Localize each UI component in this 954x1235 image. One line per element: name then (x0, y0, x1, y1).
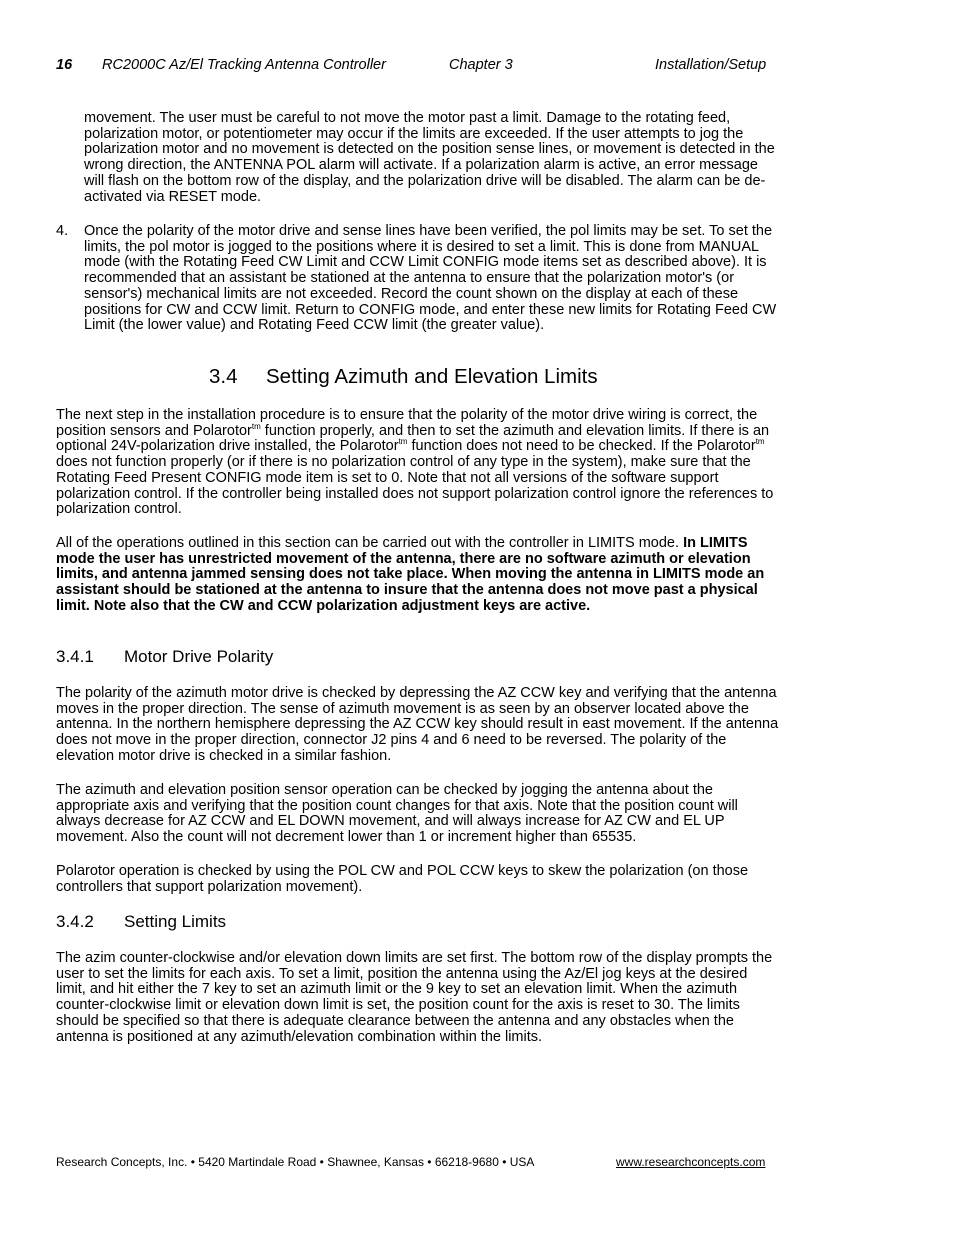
section-label: Installation/Setup (655, 57, 767, 73)
section-3-4-1-paragraph-3: Polarotor operation is checked by using the POL CW and POL CCW keys to skew the polarization (on those controllers that support polarization movement). (56, 863, 749, 895)
section-3-4-paragraph-1 (56, 408, 780, 518)
continued-paragraph: movement. The user must be careful to not move the motor past a limit. Damage to the rotating feed, polarization motor, or potentiometer may occur if the limits are exceeded. If the user attempts to jog the polarization motor and no movement is detected on the position sense lines, or movement is detected in the wrong direction, the ANTENNA POL alarm will activate. If a polarization alarm is active, an error message will flash on the bottom row of the display, and the polarization drive will be disabled. The alarm can be de-activated via RESET mode. (84, 110, 775, 205)
subsection-number: 3.4.2 (56, 912, 94, 931)
text-run: function does not need to be checked. If the Polarotor (407, 438, 756, 455)
subsection-title: Motor Drive Polarity (124, 647, 274, 666)
text-run: All of the operations outlined in this section can be carried out with the controller in LIMITS mode. (56, 535, 684, 551)
chapter-label: Chapter 3 (449, 57, 513, 73)
section-3-4-1-paragraph-1: The polarity of the azimuth motor drive is checked by depressing the AZ CCW key and verifying that the antenna moves in the proper direction. The sense of azimuth movement is as seen by an observer located above the antenna. In the northern hemisphere depressing the AZ CCW key should result in east movement. If the antenna does not move in the proper direction, connector J2 pins 4 and 6 need to be reversed. The polarity of the elevation motor drive is checked in a similar fashion. (56, 685, 779, 764)
section-heading-3-4-2 (56, 912, 226, 932)
text-run: does not function properly (or if there is no polarization control of any type in the system), make sure that the Rotating Feed Present CONFIG mode item is set to 0. Note that not all versions of the software support polarization control. If the controller being installed does not support polarization control ignore the references to polarization control. (56, 454, 774, 518)
text-run: function properly, and then to set the azimuth and elevation limits. If there is an optional 24V-polarization drive installed, the Polarotor (56, 422, 770, 455)
list-item-number: 4. (56, 223, 69, 239)
trademark-superscript: tm (755, 437, 765, 447)
section-title: Setting Azimuth and Elevation Limits (266, 365, 598, 388)
section-heading-3-4 (209, 365, 598, 389)
text-run: The next step in the installation procedure is to ensure that the polarity of the motor drive wiring is correct, the position sensors and Polarotor (56, 407, 758, 439)
section-3-4-paragraph-2 (56, 536, 780, 615)
subsection-title: Setting Limits (124, 912, 227, 931)
footer-website-link[interactable]: www.researchconcepts.com (616, 1155, 766, 1169)
list-item-text: Once the polarity of the motor drive and sense lines have been verified, the pol limits may be set. To set the limits, the pol motor is jogged to the positions where it is desired to set a limit. This is done from MANUAL mode (with the Rotating Feed CW Limit and CCW Limit CONFIG mode items set as described above). It is recommended that an assistant be stationed at the antenna to ensure that the polarization motor's (or sensor's) mechanical limits are not exceeded. Record the count shown on the display at each of these positions for CW and CCW limit. Return to CONFIG mode, and enter these new limits for Rotating Feed CW Limit (the lower value) and Rotating Feed CCW limit (the greater value). (84, 223, 777, 334)
footer-address: Research Concepts, Inc. • 5420 Martindale Road • Shawnee, Kansas • 66218-9680 • USA (56, 1155, 535, 1169)
limits-mode-warning: In LIMITS mode the user has unrestricted movement of the antenna, there are no software azimuth or elevation limits, and antenna jammed sensing does not take place. When moving the antenna in LIMITS mode an assistant should be stationed at the antenna to insure that the antenna does not move past a physical limit. Note also that the CW and CCW polarization adjustment keys are active. (56, 535, 765, 614)
trademark-superscript: tm (398, 437, 408, 447)
section-3-4-2-paragraph-1: The azim counter-clockwise and/or elevation down limits are set first. The bottom row of the display prompts the user to set the limits for each axis. To set a limit, position the antenna using the Az/El jog keys at the desired limit, and hit either the 7 key to set an azimuth limit or the 9 key to set an elevation limit. When the azimuth counter-clockwise limit or elevation down limit is set, the position count for the axis is reset to 30. The limits should be specified so that there is adequate clearance between the antenna and any obstacles when the antenna is positioned at any azimuth/elevation combination within the limits. (56, 950, 773, 1045)
document-title: RC2000C Az/El Tracking Antenna Controller (102, 57, 386, 73)
section-3-4-1-paragraph-2: The azimuth and elevation position sensor operation can be checked by jogging the antenna about the appropriate axis and verifying that the position count changes for that axis. Note that the position count will always decrease for AZ CCW and EL DOWN movement, and will always increase for AZ CW and EL UP movement. Also the count will not decrement lower than 1 or increment higher than 65535. (56, 782, 738, 846)
trademark-superscript: tm (251, 421, 261, 431)
subsection-number: 3.4.1 (56, 647, 94, 666)
section-number: 3.4 (209, 365, 238, 388)
page-number: 16 (56, 57, 73, 73)
section-heading-3-4-1 (56, 647, 273, 667)
